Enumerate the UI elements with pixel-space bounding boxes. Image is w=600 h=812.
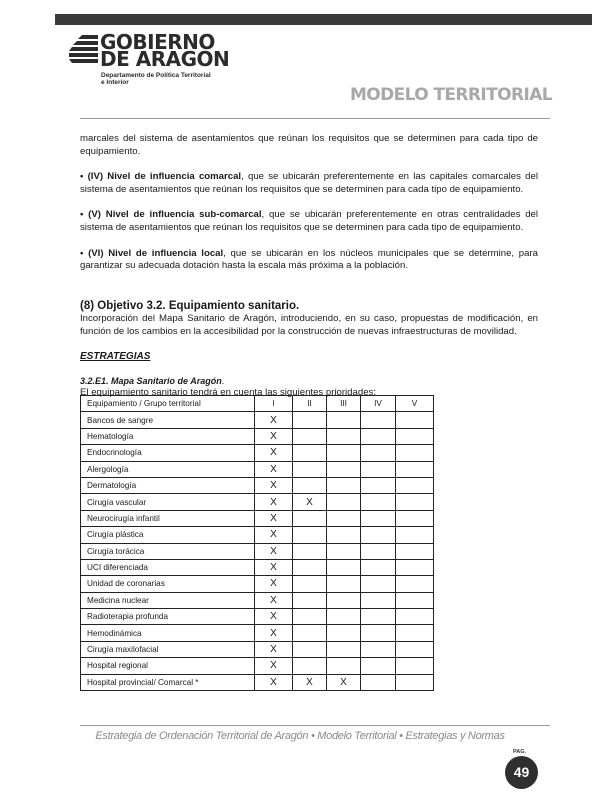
equipment-name-cell: Bancos de sangre [81,412,255,428]
priority-mark-cell [293,592,327,608]
priority-mark-cell [396,510,434,526]
priority-mark-cell [293,609,327,625]
priority-mark-cell: X [255,592,293,608]
priority-mark-cell [293,477,327,493]
priority-mark-cell [361,510,396,526]
priority-mark-cell: X [255,477,293,493]
priority-mark-cell: X [293,494,327,510]
equipment-name-cell: Alergología [81,461,255,477]
priority-mark-cell [396,592,434,608]
priority-mark-cell [293,543,327,559]
subsection-title [80,375,538,388]
priority-mark-cell [327,445,361,461]
equipment-name-cell: UCI diferenciada [81,559,255,575]
equipment-name-cell: Cirugía plástica [81,527,255,543]
logo-line-2: DE ARAGON [100,47,230,71]
bullet-sub-comarcal [80,209,538,235]
table-row [81,592,434,608]
priority-mark-cell: X [255,674,293,690]
table-row [81,428,434,444]
equipment-name-cell: Neurocirugía infantil [81,510,255,526]
priority-mark-cell: X [255,428,293,444]
body-text [80,133,538,400]
priority-mark-cell: X [255,527,293,543]
equipment-name-cell: Dermatología [81,477,255,493]
priority-mark-cell [396,609,434,625]
priority-mark-cell [361,477,396,493]
priority-mark-cell [396,494,434,510]
priority-mark-cell [293,527,327,543]
priority-mark-cell: X [255,625,293,641]
priority-mark-cell [293,412,327,428]
equipment-name-cell: Cirugía vascular [81,494,255,510]
priority-mark-cell [361,412,396,428]
priority-mark-cell [396,445,434,461]
gobierno-aragon-logo [68,30,238,103]
priority-mark-cell [361,641,396,657]
priority-mark-cell [293,625,327,641]
equipment-name-cell: Hematología [81,428,255,444]
priority-mark-cell [293,658,327,674]
priority-mark-cell: X [255,559,293,575]
intro-paragraph: marcales del sistema de asentamientos que reúnan los requisitos que se determinen para cada tipo de equipamiento. [80,133,538,157]
bullet-text: , que se ubicarán preferentemente en las capitales comarcales del sistema de asentamientos que reúnan los requisitos que se determinen para cada tipo de equipamiento. [80,171,538,195]
priority-mark-cell [327,592,361,608]
priority-mark-cell [361,576,396,592]
priority-mark-cell [327,609,361,625]
priority-mark-cell [361,674,396,690]
priority-mark-cell [327,412,361,428]
priority-mark-cell [327,428,361,444]
equipment-name-cell: Unidad de coronarias [81,576,255,592]
priority-mark-cell [361,658,396,674]
table-row [81,674,434,690]
objective-title: (8) Objetivo 3.2. Equipamiento sanitario. [80,300,300,313]
priority-mark-cell [327,641,361,657]
priority-mark-cell [293,445,327,461]
table-row [81,461,434,477]
priority-mark-cell: X [255,445,293,461]
priority-mark-cell: X [255,461,293,477]
table-row [81,543,434,559]
footer-divider [80,725,550,726]
table-header-cell: Equipamiento / Grupo territorial [81,396,255,412]
table-row [81,625,434,641]
priority-mark-cell: X [255,658,293,674]
table-row [81,445,434,461]
priority-mark-cell [396,559,434,575]
priority-mark-cell [361,494,396,510]
priority-mark-cell [327,576,361,592]
bullet-text: , que se ubicarán en los núcleos municipales que se determine, para garantizar su adecuada dotación hasta la escala más próxima a la población. [80,247,538,272]
priority-mark-cell [396,543,434,559]
subsection-title-period: . [221,375,225,386]
equipment-name-cell: Hemodinámica [81,625,255,641]
priority-mark-cell [327,658,361,674]
priority-mark-cell [327,461,361,477]
priority-mark-cell [293,510,327,526]
priority-mark-cell [396,527,434,543]
table-row [81,494,434,510]
table-header-cell: V [396,396,434,412]
priority-mark-cell [396,477,434,493]
page-number: 49 [505,756,538,789]
objective-text: Incorporación del Mapa Sanitario de Aragón, introduciendo, en su caso, propuestas de modificación, en función de los cambios en la accesibilidad por la construcción de nuevas infraestructuras de movilidad. [80,313,538,337]
equipment-name-cell: Cirugía maxilofacial [81,641,255,657]
subsection-text: El equipamiento sanitario tendrá en cuenta las siguientes prioridades: [80,387,376,399]
table-header-cell: II [293,396,327,412]
table-row [81,527,434,543]
priority-mark-cell [396,625,434,641]
logo-line-1: GOBIERNO [100,30,215,54]
priority-mark-cell [361,625,396,641]
priority-mark-cell [327,494,361,510]
table-header-cell: III [327,396,361,412]
bullet-label: • (IV) Nivel de influencia comarcal [80,171,242,183]
bullet-label: • (V) Nivel de influencia sub-comarcal [80,209,262,221]
table-row [81,510,434,526]
table-row [81,559,434,575]
table-row [81,576,434,592]
priority-mark-cell [293,576,327,592]
priority-mark-cell: X [255,576,293,592]
priority-mark-cell: X [255,543,293,559]
priority-mark-cell [361,592,396,608]
priority-mark-cell [361,461,396,477]
influence-level-list [80,171,538,273]
subsection-title-text: 3.2.E1. Mapa Sanitario de Aragón [80,375,222,386]
priority-mark-cell: X [293,674,327,690]
table-row [81,641,434,657]
priority-mark-cell [327,543,361,559]
table-header-cell: IV [361,396,396,412]
section-title: MODELO TERRITORIAL [349,85,552,105]
strategies-heading: ESTRATEGIAS [80,350,151,362]
equipment-table [80,395,434,691]
priority-mark-cell [396,576,434,592]
priority-mark-cell [327,625,361,641]
priority-mark-cell [396,461,434,477]
table-row [81,477,434,493]
equipment-name-cell: Cirugía torácica [81,543,255,559]
table-row [81,412,434,428]
priority-mark-cell: X [255,494,293,510]
header-bar [55,14,592,25]
department-line-2: e Interior [101,79,129,86]
priority-mark-cell [396,428,434,444]
priority-mark-cell: X [327,674,361,690]
table-header-cell: I [255,396,293,412]
priority-mark-cell [396,658,434,674]
table-body [81,412,434,691]
bullet-local [80,248,538,274]
table-row [81,609,434,625]
priority-mark-cell: X [255,641,293,657]
header-divider [80,118,550,119]
priority-mark-cell [396,412,434,428]
aragon-logo-icon [68,34,98,66]
priority-mark-cell [327,527,361,543]
bullet-comarcal [80,171,538,197]
equipment-name-cell: Radioterapia profunda [81,609,255,625]
bullet-text: , que se ubicarán preferentemente en otras centralidades del sistema de asentamientos que reúnan los requisitos que se determinen para cada tipo de equipamiento. [80,209,538,234]
priority-mark-cell [361,609,396,625]
priority-mark-cell [327,559,361,575]
priority-mark-cell [293,641,327,657]
priority-mark-cell [361,428,396,444]
priority-mark-cell [293,461,327,477]
priority-mark-cell: X [255,510,293,526]
priority-mark-cell [293,559,327,575]
equipment-name-cell: Endocrinología [81,445,255,461]
department-line-1: Departamento de Política Territorial [101,72,211,79]
priority-mark-cell [396,641,434,657]
priority-mark-cell [361,527,396,543]
priority-mark-cell [327,510,361,526]
equipment-name-cell: Hospital regional [81,658,255,674]
bullet-label: • (VI) Nivel de influencia local [80,247,224,259]
equipment-name-cell: Hospital provincial/ Comarcal * [81,674,255,690]
table-header-row [81,396,434,412]
priority-mark-cell [361,559,396,575]
page-label: PAG. [513,749,527,755]
priority-mark-cell [293,428,327,444]
table-row [81,658,434,674]
priority-mark-cell [361,445,396,461]
priority-mark-cell: X [255,609,293,625]
priority-mark-cell [361,543,396,559]
footer-text: Estrategia de Ordenación Territorial de Aragón • Modelo Territorial • Estrategias y Normas [95,730,505,742]
priority-mark-cell: X [255,412,293,428]
equipment-name-cell: Medicina nuclear [81,592,255,608]
priority-mark-cell [327,477,361,493]
priority-mark-cell [396,674,434,690]
